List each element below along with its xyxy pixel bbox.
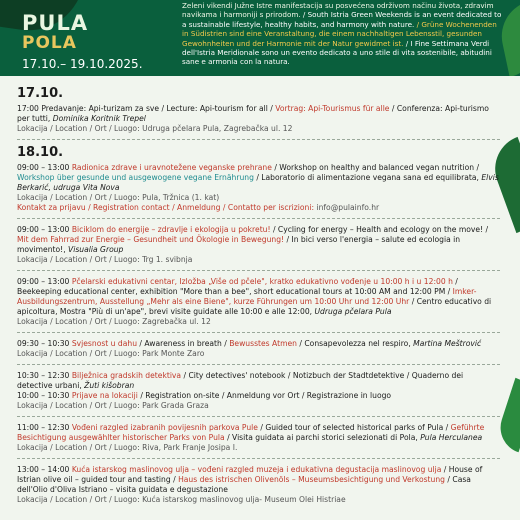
event-de: Notizbuch der Stadtdetektive xyxy=(292,371,405,380)
event-title: 17:00 Predavanje: Api-turizam za sve / Lecture: Api-tourism for all / Vortrag: Api-Tourismus für alle / Conferenza: Api-turismo per tutti, Dominika Koritnik Trepel xyxy=(17,104,489,123)
event-en: Lecture: Api-tourism for all xyxy=(166,104,268,113)
location-value: Park Monte Zaro xyxy=(142,349,205,358)
event-en: Workshop on healthy and balanced vegan nutrition xyxy=(279,163,475,172)
header-banner xyxy=(0,0,520,76)
program-content xyxy=(17,85,500,510)
event-item xyxy=(17,371,500,411)
location-label: Lokacija / Location / Ort / Luogo: xyxy=(17,124,140,133)
city-title: PULA xyxy=(22,11,89,35)
registration-hr: Prijave na lokaciji xyxy=(71,391,138,400)
event-de: Bewusstes Atmen xyxy=(229,339,297,348)
event-item xyxy=(17,465,500,505)
registration-time: 10:00 – 10:30 xyxy=(17,391,70,400)
event-location xyxy=(17,124,500,134)
event-en: Beekeeping educational center, exhibition "More than a bee", short educational tours at 10:00 AM and 12:00 PM xyxy=(17,287,446,296)
location-label: Lokacija / Location / Ort / Luogo: xyxy=(17,443,140,452)
event-location xyxy=(17,193,500,203)
event-it: In bici verso l'energia – salute ed ecologia in movimento!, xyxy=(17,235,461,254)
event-title: 09:30 – 10:30 Svjesnost u dahu / Awareness in breath / Bewusstes Atmen / Consapevolezza nel respiro, Martina Meštrović xyxy=(17,339,482,348)
event-de: Vortrag: Api-Tourismus für alle xyxy=(275,104,390,113)
event-hr: Svjesnost u dahu xyxy=(71,339,138,348)
event-time: 10:30 – 12:30 xyxy=(17,371,70,380)
event-it: Conferenza: Api-turismo per tutti xyxy=(17,104,489,123)
event-time: 13:00 – 14:00 xyxy=(17,465,70,474)
event-de: Imker-Ausbildungszentrum, Ausstellung „Mehr als eine Biene", kurze Führungen um 10:00 Uhr und 12:00 Uhr xyxy=(17,287,477,306)
brand-block xyxy=(22,13,172,71)
event-title: 09:00 – 13:00 Pčelarski edukativni centar, Izložba „Više od pčele", kratko edukativno vođenje u 10:00 h i u 12:00 h / Beekeeping educational center, exhibition "More than a bee", short educational tours at 10:00 AM and 12:00 PM / Imker-Ausbildungszentrum, Ausstellung „Mehr als eine Biene", kurze Führungen um 10:00 Uhr und 12:00 Uhr / Centro educativo di apicoltura, Mostra "Più di un'ape", brevi visite guidate alle 10:00 e alle 12:00, Udruga pčelara Pula xyxy=(17,277,492,316)
event-location xyxy=(17,349,500,359)
day-heading: 18.10. xyxy=(17,145,64,160)
location-label: Lokacija / Location / Ort / Luogo: xyxy=(17,317,140,326)
event-en: House of Istrian olive oil – guided tour and tasting xyxy=(17,465,483,484)
event-title: 10:30 – 12:30 Bilježnica gradskih detektiva / City detectives' notebook / Notizbuch der Stadtdetektive / Quaderno dei detective urbani, Žuti kišobran xyxy=(17,371,464,390)
event-dates: 17.10.– 19.10.2025. xyxy=(22,57,143,71)
event-title: 11:00 – 12:30 Vođeni razgled izabranih povijesnih parkova Pule / Guided tour of selected historical parks of Pula / Geführte Besichtigung ausgewählter historischer Parks von Pula / Visita guidata ai parchi storici selezionati di Pola, Pula Herculanea xyxy=(17,423,485,442)
location-value: Zagrebačka ul. 12 xyxy=(142,317,211,326)
event-item xyxy=(17,277,500,327)
event-hr: Radionica zdrave i uravnotežene veganske prehrane xyxy=(71,163,272,172)
event-title: 09:00 – 13:00 Biciklom do energije – zdravlje i ekologija u pokretu! / Cycling for energy – Health and ecology on the move! / Mit dem Fahrrad zur Energie – Gesundheit und Ökologie in Bewegung! / In bici verso l'energia – salute ed ecologia in movimento!, Visualia Group xyxy=(17,225,489,254)
separator xyxy=(17,332,500,333)
event-de: Mit dem Fahrrad zur Energie – Gesundheit und Ökologie in Bewegung! xyxy=(17,235,285,244)
separator xyxy=(17,218,500,219)
event-item xyxy=(17,339,500,359)
event-location xyxy=(17,255,500,265)
event-it: Visita guidata ai parchi storici selezionati di Pola, xyxy=(232,433,418,442)
event-contact xyxy=(17,203,500,213)
location-value: Udruga pčelara Pula, Zagrebačka ul. 12 xyxy=(142,124,293,133)
intro-it: / I Fine Settimana Verdi dell'Istria Meridionale sono un evento dedicato a uno stile di vita sostenibile, abitudini sane e armonia con la natura. xyxy=(182,38,492,67)
location-label: Lokacija / Location / Ort / Luogo: xyxy=(17,495,140,504)
location-label: Lokacija / Location / Ort / Luogo: xyxy=(17,255,140,264)
location-label: Lokacija / Location / Ort / Luogo: xyxy=(17,349,140,358)
intro-de: / Grüne Wochenenden in Südistrien sind eine Veranstaltung, die einem nachhaltigen Lebensstil, gesunden Gewohnheiten und der Harmonie mit der Natur gewidmet ist. xyxy=(182,19,497,48)
event-organizer: Žuti kišobran xyxy=(84,381,135,390)
location-label: Lokacija / Location / Ort / Luogo: xyxy=(17,401,140,410)
event-title: 13:00 – 14:00 Kuća istarskog maslinovog ulja – vođeni razgled muzeja i edukativna degustacija maslinovog ulja / House of Istrian olive oil – guided tour and tasting / Haus des istrischen Olivenöls – Museumsbesichtigung und Verkostung / Casa dell'Olio d'Oliva Istriano – visita guidata e degustazione xyxy=(17,465,483,494)
event-item xyxy=(17,225,500,265)
event-en: Cycling for energy – Health and ecology on the move! xyxy=(277,225,484,234)
event-location xyxy=(17,401,500,411)
event-organizer: Dominika Koritnik Trepel xyxy=(52,114,146,123)
event-hr: Predavanje: Api-turizam za sve xyxy=(41,104,160,113)
event-it: Centro educativo di apicoltura, Mostra "Più di un'ape", brevi visite guidate alle 10:00 e alle 12:00, xyxy=(17,297,492,316)
event-organizer: Elvis Berkarić, udruga Vita Nova xyxy=(17,173,499,192)
event-hr: Biciklom do energije – zdravlje i ekologija u pokretu! xyxy=(71,225,271,234)
event-en: Guided tour of selected historical parks of Pula xyxy=(265,423,444,432)
event-it: Consapevolezza nel respiro, xyxy=(304,339,411,348)
separator xyxy=(17,270,500,271)
event-item xyxy=(17,163,500,213)
event-de: Geführte Besichtigung ausgewählter historischer Parks von Pula xyxy=(17,423,485,442)
event-it: Casa dell'Olio d'Oliva Istriano – visita guidata e degustazione xyxy=(17,475,471,494)
city-title-it: POLA xyxy=(22,33,77,53)
event-de: Haus des istrischen Olivenöls – Museumsbesichtigung und Verkostung xyxy=(178,475,445,484)
event-hr: Bilježnica gradskih detektiva xyxy=(71,371,182,380)
location-label: Lokacija / Location / Ort / Luogo: xyxy=(17,193,140,202)
event-location xyxy=(17,443,500,453)
event-item xyxy=(17,423,500,453)
contact-email[interactable]: info@pulainfo.hr xyxy=(316,203,380,212)
event-title: 09:00 – 13:00 Radionica zdrave i uravnotežene veganske prehrane / Workshop on healthy and balanced vegan nutrition / Workshop über gesunde und ausgewogene vegane Ernährung / Laboratorio di alimentazione vegana sana ed equilibrata, Elvis Berkarić, udruga Vita Nova xyxy=(17,163,499,192)
event-time: 09:00 – 13:00 xyxy=(17,225,70,234)
event-hr: Pčelarski edukativni centar, Izložba „Više od pčele", kratko edukativno vođenje u 10:00 h i u 12:00 h xyxy=(71,277,453,286)
event-registration xyxy=(17,391,500,401)
separator xyxy=(17,139,500,140)
event-time: 09:00 – 13:00 xyxy=(17,277,70,286)
event-time: 09:00 – 13:00 xyxy=(17,163,70,172)
event-location xyxy=(17,317,500,327)
intro-en: / South Istria Green Weekends is an event dedicated to a sustainable lifestyle, healthy habits, and harmony with nature. xyxy=(182,10,502,29)
separator xyxy=(17,364,500,365)
day-heading: 17.10. xyxy=(17,86,64,101)
event-hr: Kuća istarskog maslinovog ulja – vođeni razgled muzeja i edukativna degustacija maslinovog ulja xyxy=(71,465,442,474)
event-hr: Vođeni razgled izabranih povijesnih parkova Pule xyxy=(71,423,258,432)
intro-text xyxy=(182,1,504,67)
location-value: Kuća istarskog maslinovog ulja- Museum Olei Histriae xyxy=(142,495,346,504)
event-it: Laboratorio di alimentazione vegana sana ed equilibrata, xyxy=(261,173,479,182)
event-organizer: Martina Meštrović xyxy=(413,339,482,348)
location-value: Trg 1. svibnja xyxy=(142,255,193,264)
event-time: 17:00 xyxy=(17,104,39,113)
separator xyxy=(17,416,500,417)
event-en: Awareness in breath xyxy=(144,339,222,348)
event-item xyxy=(17,104,500,134)
event-location xyxy=(17,495,500,505)
registration-rest: / Registration on-site / Anmeldung vor Ort / Registrazione in luogo xyxy=(140,391,392,400)
event-organizer: Visualia Group xyxy=(68,245,124,254)
location-value: Riva, Park Franje Josipa I. xyxy=(142,443,238,452)
event-de: Workshop über gesunde und ausgewogene vegane Ernährung xyxy=(17,173,254,182)
event-en: City detectives' notebook xyxy=(188,371,286,380)
event-organizer: Udruga pčelara Pula xyxy=(314,307,392,316)
location-value: Pula, Tržnica (1. kat) xyxy=(142,193,220,202)
intro-hr: Zeleni vikendi Južne Istre manifestacija su posvećena održivom načinu života, zdravim navikama i harmoniji s prirodom. xyxy=(182,1,494,20)
contact-label: Kontakt za prijavu / Registration contact / Anmeldung / Contatto per iscrizioni: xyxy=(17,203,315,212)
location-value: Park Grada Graza xyxy=(142,401,209,410)
event-time: 09:30 – 10:30 xyxy=(17,339,70,348)
event-time: 11:00 – 12:30 xyxy=(17,423,70,432)
event-it: Quaderno dei detective urbani, xyxy=(17,371,464,390)
separator xyxy=(17,458,500,459)
event-organizer: Pula Herculanea xyxy=(420,433,483,442)
